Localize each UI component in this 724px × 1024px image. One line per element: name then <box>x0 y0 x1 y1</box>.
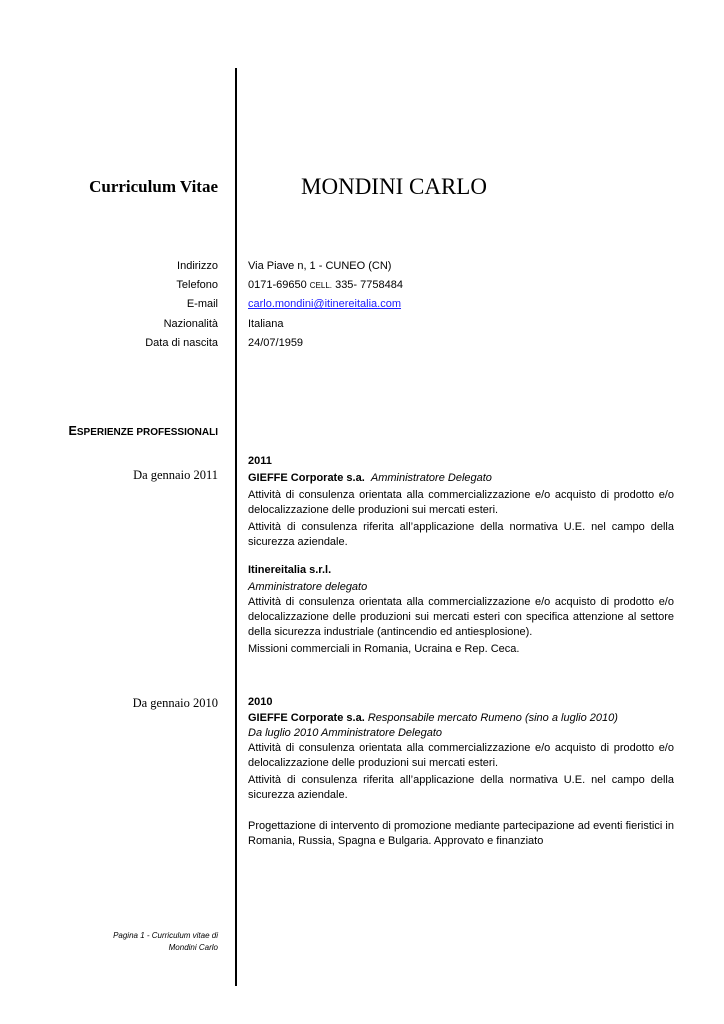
company-line: GIEFFE Corporate s.a. Amministratore Delegato <box>248 472 492 484</box>
company-name: Itinereitalia s.r.l. <box>248 564 332 576</box>
phone-mobile: 335- 7758484 <box>332 279 403 292</box>
description-paragraph: Attività di consulenza riferita all’applicazione della normativa U.E. nel campo della sicurezza aziendale. <box>248 774 674 801</box>
value-email <box>248 295 668 314</box>
footer-line: Mondini Carlo <box>168 943 218 952</box>
description-paragraph: Attività di consulenza riferita all’applicazione della normativa U.E. nel campo della sicurezza aziendale. <box>248 521 674 548</box>
cv-title: Curriculum Vitae <box>89 177 218 196</box>
label-phone: Telefono <box>176 279 218 292</box>
value-phone <box>248 276 668 295</box>
personal-values <box>248 257 668 353</box>
page-footer <box>60 930 218 954</box>
description-paragraph: Attività di consulenza orientata alla commercializzazione e/o acquisto di prodotto e/o delocalizzazione delle produzioni sui mercati esteri. <box>248 742 674 769</box>
role-title: Da luglio 2010 Amministratore Delegato <box>248 727 443 739</box>
person-name: MONDINI CARLO <box>301 174 487 199</box>
label-address: Indirizzo <box>177 260 218 272</box>
company-line: GIEFFE Corporate s.a. Responsabile mercato Rumeno (sino a luglio 2010) <box>248 712 618 724</box>
experience-year: 2010 <box>248 696 273 708</box>
phone-landline: 0171-69650 <box>248 279 310 292</box>
experience-entry <box>248 454 674 657</box>
value-birthdate: 24/07/1959 <box>248 336 304 349</box>
section-heading-experience: ESPERIENZE PROFESSIONALI <box>68 424 218 438</box>
label-birthdate: Data di nascita <box>145 336 218 349</box>
email-link[interactable]: carlo.mondini@itinereitalia.com <box>248 298 402 311</box>
description-paragraph: Attività di consulenza orientata alla commercializzazione e/o acquisto di prodotto e/o delocalizzazione delle produzioni sui mercati esteri con specifica attenzione al settore della sicurezza industriale (antincendio ed antiesplosione). <box>248 596 674 638</box>
cell-abbrev: CELL. <box>309 281 333 291</box>
description-paragraph: Attività di consulenza orientata alla commercializzazione e/o acquisto di prodotto e/o delocalizzazione delle produzioni sui mercati esteri. <box>248 489 674 516</box>
experience-date-label: Da gennaio 2011 <box>133 468 218 482</box>
label-email: E-mail <box>186 298 218 311</box>
experience-date-label: Da gennaio 2010 <box>132 696 218 710</box>
label-nationality: Nazionalità <box>163 317 218 330</box>
personal-labels <box>60 257 218 353</box>
footer-line: Pagina 1 - Curriculum vitae di <box>113 931 218 940</box>
role-title: Amministratore delegato <box>248 581 368 593</box>
value-address: Via Piave n, 1 - CUNEO (CN) <box>248 260 392 272</box>
experience-year: 2011 <box>248 455 272 467</box>
description-paragraph: Missioni commerciali in Romania, Ucraina e Rep. Ceca. <box>248 643 520 655</box>
value-nationality: Italiana <box>248 317 284 330</box>
vertical-divider <box>235 68 237 986</box>
experience-entry <box>248 695 674 849</box>
description-paragraph: Progettazione di intervento di promozione mediante partecipazione ad eventi fieristici in Romania, Russia, Spagna e Bulgaria. Approvato e finanziato <box>248 820 674 847</box>
